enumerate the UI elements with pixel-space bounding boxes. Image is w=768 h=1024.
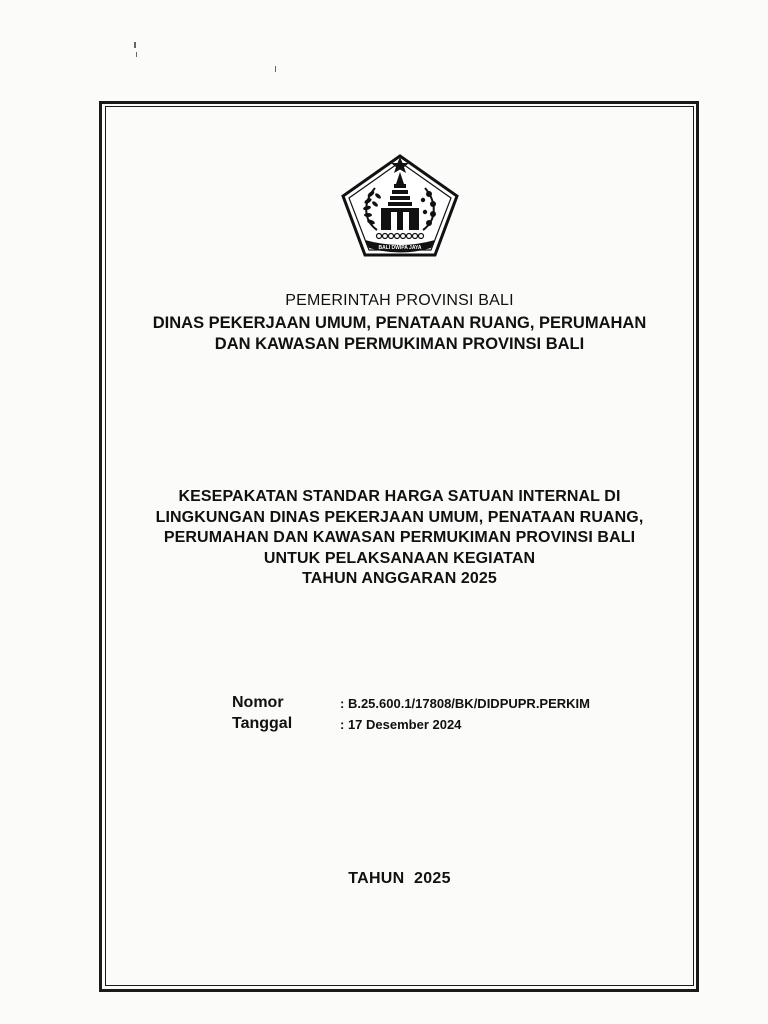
scan-mark — [136, 52, 137, 57]
government-name: PEMERINTAH PROVINSI BALI — [285, 292, 514, 309]
scan-mark — [134, 42, 136, 48]
emblem-banner-text: BALI DWIPA JAYA — [378, 245, 422, 251]
title-line: KESEPAKATAN STANDAR HARGA SATUAN INTERNAL DI — [178, 488, 621, 505]
nomor-label: Nomor — [232, 694, 284, 711]
tanggal-label: Tanggal — [232, 715, 293, 732]
nomor-value: : B.25.600.1/17808/BK/DIDPUPR.PERKIM — [340, 696, 590, 711]
scan-mark — [275, 66, 276, 72]
document-year: TAHUN 2025 — [348, 870, 451, 887]
bali-province-emblem-icon — [341, 154, 459, 258]
tanggal-value: : 17 Desember 2024 — [340, 717, 462, 732]
agency-name-line-2: DAN KAWASAN PERMUKIMAN PROVINSI BALI — [214, 335, 585, 353]
title-line: UNTUK PELAKSANAAN KEGIATAN — [263, 549, 536, 567]
title-line: TAHUN ANGGARAN 2025 — [302, 570, 497, 587]
document-title — [105, 487, 694, 590]
title-line: LINGKUNGAN DINAS PEKERJAAN UMUM, PENATAAN RUANG, — [155, 508, 644, 526]
title-line: PERUMAHAN DAN KAWASAN PERMUKIMAN PROVINSI BALI — [163, 529, 636, 546]
agency-name-line-1: DINAS PEKERJAAN UMUM, PENATAAN RUANG, PERUMAHAN — [152, 314, 647, 332]
